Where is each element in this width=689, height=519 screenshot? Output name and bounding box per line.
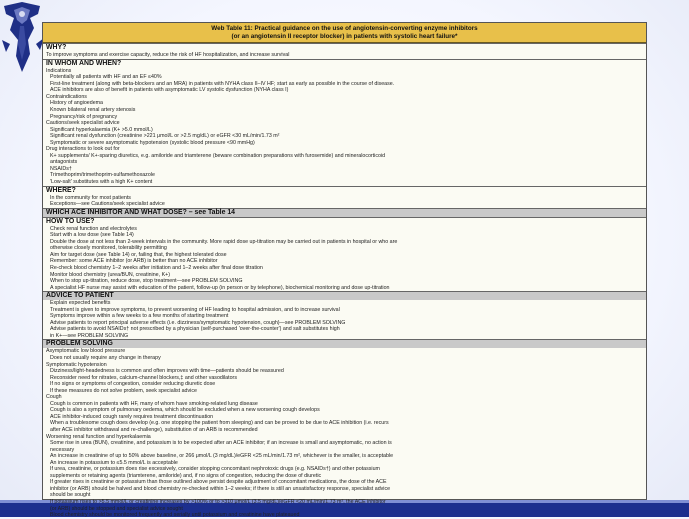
bullet-line: An increase in potassium to ≤5.5 mmol/L is acceptable	[50, 459, 178, 466]
bullet-line: First-line treatment (along with beta-blockers and an MRA) in patients with NYHA class II–IV HF; start as early as possible in the course of disease.	[50, 80, 395, 87]
bullet-line: Blood chemistry should be monitored frequently and serially until potassium and creatinine have plateaued	[50, 512, 300, 519]
bullet-line: A specialist HF nurse may assist with education of the patient, follow-up (in person or by telephone), biochemical monitoring and dose up-titration	[50, 284, 390, 291]
bullet-line: NSAIDs†	[50, 165, 72, 172]
crest-logo-icon	[0, 0, 46, 80]
bullet-line: antagonists	[50, 159, 78, 166]
bullet-line: If potassium rises to >5.5 mmol/L or creatinine increases by >100% or to >310 μmol/L (3.5 mg/dL)/eGFR <20 mL/min/1.73 m², the ACE inhibitor	[50, 499, 386, 505]
bullet-line: Trimethoprim/trimethoprim-sulfamethoxazole	[50, 172, 155, 179]
table-sections	[43, 43, 646, 518]
bullet-line: An increase in creatinine of up to 50% above baseline, or 266 μmol/L (3 mg/dL)/eGFR <25 mL/min/1.73 m², whichever is the smaller, is acceptable	[50, 453, 394, 460]
section-heading: HOW TO USE?	[43, 217, 646, 226]
bullet-line: otherwise closely monitored, tolerability permitting	[50, 245, 167, 252]
bullet-line: Advise patients to report principal adverse effects (i.e. dizziness/symptomatic hypotension, cough)—see PROBLEM SOLVING	[50, 319, 346, 326]
bullet-line: Symptomatic or severe asymptomatic hypotension (systolic blood pressure <90 mmHg)	[50, 139, 255, 146]
table-title	[43, 23, 646, 43]
section-heading: IN WHOM AND WHEN?	[43, 59, 646, 68]
subheading-line: Asymptomatic low blood pressure	[46, 348, 126, 355]
bullet-line: Reconsider need for nitrates, calcium-channel blockers,‡ and other vasodilators	[50, 374, 237, 381]
bullet-line: K+ supplements/ K+-sparing diuretics, e.g. amiloride and triamterene (beware combination preparations with furosemide) and mineralocorticoid	[50, 152, 386, 159]
bullet-line: Exceptions—see Cautions/seek specialist advice	[50, 201, 165, 208]
bullet-line: Significant hyperkalaemia (K+ >5.0 mmol/L)	[50, 126, 153, 133]
bullet-line: in K+—see PROBLEM SOLVING	[50, 332, 129, 339]
bullet-line: supplements or retaining agents (triamterene, amiloride) and, if no signs of congestion, reducing the dose of diuretic	[50, 472, 322, 479]
subheading-line: Symptomatic hypotension	[46, 361, 107, 368]
bullet-line: Cough is common in patients with HF, many of whom have smoking-related lung disease	[50, 400, 258, 407]
bullet-line: ACE inhibitor-induced cough rarely requires treatment discontinuation	[50, 413, 214, 420]
section-heading: WHERE?	[43, 186, 646, 195]
bullet-line: Dizziness/light-headedness is common and often improves with time—patients should be reassured	[50, 368, 284, 375]
bullet-line: Check renal function and electrolytes	[50, 225, 137, 232]
subheading-line: Cautions/seek specialist advice	[46, 120, 120, 127]
bullet-line: If these measures do not solve problem, seek specialist advice	[50, 387, 197, 394]
bullet-line: In the community for most patients	[50, 194, 131, 201]
bullet-line: Start with a low dose (see Table 14)	[50, 232, 134, 239]
subheading-line: Drug interactions to look out for	[46, 146, 120, 153]
section-heading: WHY?	[43, 43, 646, 52]
subheading-line: Worsening renal function and hyperkalaemia	[46, 433, 151, 440]
bullet-line: Explain expected benefits	[50, 300, 111, 307]
bullet-line: inhibitor (or ARB) should be halved and blood chemistry re-checked within 1–2 weeks; if there is still an unsatisfactory response, specialist advice	[50, 485, 391, 492]
bullet-line: When a troublesome cough does develop (e.g. one stopping the patient from sleeping) and can be proved to be due to ACE inhibition (i.e. recurs	[50, 420, 389, 427]
table-title-line-1: Web Table 11: Practical guidance on the use of angiotensin-converting enzyme inhibitors	[211, 25, 478, 32]
subheading-line: To improve symptoms and exercise capacity, reduce the risk of HF hospitalization, and increase survival	[46, 52, 290, 59]
bullet-line: Significant renal dysfunction (creatinine >221 μmol/L or >2.5 mg/dL) or eGFR <30 mL/min/1.73 m²	[50, 133, 280, 140]
bullet-line: after ACE inhibitor withdrawal and re-challenge), substitution of an ARB is recommended	[50, 426, 258, 433]
bullet-line: Monitor blood chemistry (urea/BUN, creatinine, K+)	[50, 271, 170, 278]
bullet-line: 'Low-salt' substitutes with a high K+ content	[50, 179, 153, 186]
bullet-line: necessary	[50, 446, 75, 453]
section-heading: PROBLEM SOLVING	[43, 339, 646, 348]
subheading-line: Cough	[46, 394, 62, 401]
bullet-line: Advise patients to avoid NSAIDs† not prescribed by a physician (self-purchased 'over-the-counter') and salt substitutes high	[50, 326, 340, 333]
bullet-line: Potentially all patients with HF and an EF ≤40%	[50, 74, 162, 81]
guidance-table-document	[42, 22, 647, 519]
bullet-line: Does not usually require any change in therapy	[50, 354, 161, 361]
bullet-line: Pregnancy/risk of pregnancy	[50, 113, 118, 120]
bullet-line: ACE inhibitors are also of benefit in patients with asymptomatic LV systolic dysfunction (NYHA class I)	[50, 87, 289, 94]
bullet-line: should be sought	[50, 492, 91, 499]
bullet-line: When to stop up-titration, reduce dose, stop treatment—see PROBLEM SOLVING	[50, 278, 243, 285]
bullet-line: If urea, creatinine, or potassium does rise excessively, consider stopping concomitant nephrotoxic drugs (e.g. NSAIDs†) and other potassium	[50, 466, 380, 473]
subheading-line: Contraindications	[46, 93, 87, 100]
bullet-line: Double the dose at not less than 2-week intervals in the community. More rapid dose up-titration may be carried out in patients in hospital or who are	[50, 238, 398, 245]
bullet-line: Some rise in urea (BUN), creatinine, and potassium is to be expected after an ACE inhibitor; if an increase is small and asymptomatic, no action is	[50, 440, 392, 447]
bullet-line: Treatment is given to improve symptoms, to prevent worsening of HF leading to hospital admission, and to increase survival	[50, 306, 340, 313]
bullet-line: Remember: some ACE inhibitor (or ARB) is better than no ACE inhibitor	[50, 258, 218, 265]
bullet-line: Re-check blood chemistry 1–2 weeks after initiation and 1–2 weeks after final dose titration	[50, 264, 263, 271]
section-heading: ADVICE TO PATIENT	[43, 291, 646, 300]
bullet-line: Aim for target dose (see Table 14) or, failing that, the highest tolerated dose	[50, 251, 227, 258]
subheading-line: Indications	[46, 67, 72, 74]
bullet-line: Symptoms improve within a few weeks to a few months of starting treatment	[50, 313, 229, 320]
bullet-line: (or ARB) should be stopped and specialist advice sought	[50, 505, 183, 512]
bullet-line: If greater rises in creatinine or potassium than those outlined above persist despite adjustment of concomitant medications, the dose of the ACE	[50, 479, 387, 486]
bullet-line: If no signs or symptoms of congestion, consider reducing diuretic dose	[50, 381, 216, 388]
bullet-line: Cough is also a symptom of pulmonary oedema, which should be excluded when a new worsening cough develops	[50, 407, 320, 414]
table-title-line-2: (or an angiotensin II receptor blocker) in patients with systolic heart failure*	[231, 32, 458, 40]
bullet-line: Known bilateral renal artery stenosis	[50, 107, 136, 114]
section-heading: WHICH ACE INHIBITOR AND WHAT DOSE? – see Table 14	[43, 208, 646, 217]
bullet-line: History of angioedema	[50, 100, 103, 107]
